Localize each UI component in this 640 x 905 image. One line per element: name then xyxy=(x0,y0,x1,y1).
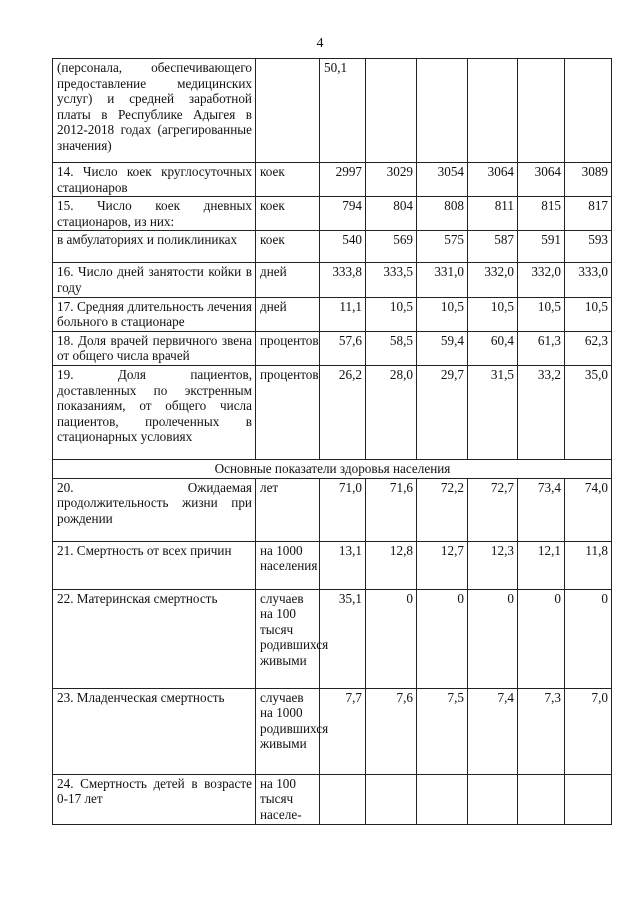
value-cell: 74,0 xyxy=(565,478,612,541)
value-cell: 808 xyxy=(417,197,468,231)
page-number: 4 xyxy=(316,36,324,51)
value-cell xyxy=(565,59,612,163)
value-cell xyxy=(417,774,468,824)
value-cell: 71,6 xyxy=(366,478,417,541)
value-cell xyxy=(320,774,366,824)
indicator-unit: коек xyxy=(256,163,320,197)
value-cell: 73,4 xyxy=(518,478,565,541)
value-cell: 62,3 xyxy=(565,331,612,365)
value-cell xyxy=(565,774,612,824)
value-cell: 3064 xyxy=(468,163,518,197)
table-row xyxy=(53,688,612,774)
value-cell xyxy=(518,774,565,824)
value-cell: 811 xyxy=(468,197,518,231)
table-row xyxy=(53,197,612,231)
indicator-name: 24. Смертность детей в возрасте 0-17 лет xyxy=(53,774,256,824)
table-row xyxy=(53,589,612,688)
value-cell xyxy=(417,59,468,163)
value-cell: 12,8 xyxy=(366,541,417,589)
indicator-unit xyxy=(256,59,320,163)
indicator-unit: дней xyxy=(256,297,320,331)
value-cell: 593 xyxy=(565,231,612,263)
section-title: Основные показатели здоровья населения xyxy=(53,459,612,478)
value-cell: 2997 xyxy=(320,163,366,197)
table-row xyxy=(53,263,612,297)
value-cell: 333,0 xyxy=(565,263,612,297)
value-cell: 7,6 xyxy=(366,688,417,774)
indicator-unit: случаев на 1000 родившихся живыми xyxy=(256,688,320,774)
indicator-name: 22. Материнская смертность xyxy=(53,589,256,688)
indicator-name: в амбулаториях и поликлиниках xyxy=(53,231,256,263)
value-cell: 3054 xyxy=(417,163,468,197)
value-cell: 61,3 xyxy=(518,331,565,365)
indicator-name: 15. Число коек дневных стационаров, из них: xyxy=(53,197,256,231)
indicator-unit: процентов xyxy=(256,331,320,365)
indicator-name: 17. Средняя длительность лечения больного в стационаре xyxy=(53,297,256,331)
indicator-name: 19. Доля пациентов, доставленных по экстренным показаниям, от общего числа пациентов, пролеченных в стационарных условиях xyxy=(53,365,256,459)
indicator-unit: лет xyxy=(256,478,320,541)
value-cell: 12,3 xyxy=(468,541,518,589)
value-cell xyxy=(518,59,565,163)
indicator-name: 14. Число коек круглосуточных стационаров xyxy=(53,163,256,197)
indicator-unit: процентов xyxy=(256,365,320,459)
indicator-name: 16. Число дней занятости койки в году xyxy=(53,263,256,297)
value-cell: 33,2 xyxy=(518,365,565,459)
value-cell: 35,0 xyxy=(565,365,612,459)
table-row xyxy=(53,163,612,197)
value-cell: 11,1 xyxy=(320,297,366,331)
value-cell: 3029 xyxy=(366,163,417,197)
value-cell: 72,7 xyxy=(468,478,518,541)
value-cell: 569 xyxy=(366,231,417,263)
value-cell: 31,5 xyxy=(468,365,518,459)
value-cell: 794 xyxy=(320,197,366,231)
value-cell: 29,7 xyxy=(417,365,468,459)
value-cell: 10,5 xyxy=(565,297,612,331)
indicator-unit: коек xyxy=(256,231,320,263)
value-cell: 28,0 xyxy=(366,365,417,459)
value-cell: 72,2 xyxy=(417,478,468,541)
value-cell: 815 xyxy=(518,197,565,231)
indicator-unit: случаев на 100 тысяч родившихся живыми xyxy=(256,589,320,688)
indicator-unit: дней xyxy=(256,263,320,297)
value-cell: 817 xyxy=(565,197,612,231)
value-cell: 60,4 xyxy=(468,331,518,365)
table-row xyxy=(53,231,612,263)
value-cell: 332,0 xyxy=(468,263,518,297)
value-cell: 540 xyxy=(320,231,366,263)
value-cell xyxy=(366,59,417,163)
value-cell: 7,5 xyxy=(417,688,468,774)
value-cell xyxy=(468,774,518,824)
value-cell: 59,4 xyxy=(417,331,468,365)
value-cell: 333,5 xyxy=(366,263,417,297)
table-row xyxy=(53,331,612,365)
table-row xyxy=(53,478,612,541)
value-cell: 0 xyxy=(518,589,565,688)
value-cell: 26,2 xyxy=(320,365,366,459)
value-cell: 12,1 xyxy=(518,541,565,589)
indicator-unit: на 100 тысяч населе- xyxy=(256,774,320,824)
section-row xyxy=(53,459,612,478)
value-cell: 7,7 xyxy=(320,688,366,774)
table-row xyxy=(53,774,612,824)
value-cell: 332,0 xyxy=(518,263,565,297)
value-cell: 587 xyxy=(468,231,518,263)
value-cell: 804 xyxy=(366,197,417,231)
indicator-name: (персонала, обеспечивающего предоставление медицинских услуг) и средней заработной платы в Республике Адыгея в 2012-2018 годах (агрегированные значения) xyxy=(53,59,256,163)
value-cell: 10,5 xyxy=(468,297,518,331)
value-cell: 13,1 xyxy=(320,541,366,589)
value-cell: 10,5 xyxy=(417,297,468,331)
value-cell: 7,3 xyxy=(518,688,565,774)
value-cell: 0 xyxy=(366,589,417,688)
value-cell: 71,0 xyxy=(320,478,366,541)
value-cell: 0 xyxy=(565,589,612,688)
value-cell xyxy=(468,59,518,163)
value-cell: 7,4 xyxy=(468,688,518,774)
indicator-unit: на 1000 населения xyxy=(256,541,320,589)
table-row xyxy=(53,59,612,163)
table-row xyxy=(53,297,612,331)
value-cell: 333,8 xyxy=(320,263,366,297)
indicators-table xyxy=(52,58,612,825)
value-cell: 12,7 xyxy=(417,541,468,589)
value-cell: 0 xyxy=(417,589,468,688)
value-cell: 57,6 xyxy=(320,331,366,365)
value-cell: 575 xyxy=(417,231,468,263)
table-row xyxy=(53,365,612,459)
table-row xyxy=(53,541,612,589)
value-cell: 7,0 xyxy=(565,688,612,774)
value-cell: 3089 xyxy=(565,163,612,197)
value-cell: 591 xyxy=(518,231,565,263)
value-cell: 10,5 xyxy=(366,297,417,331)
value-cell: 0 xyxy=(468,589,518,688)
value-cell: 50,1 xyxy=(320,59,366,163)
indicator-name: 20. Ожидаемая продолжительность жизни при рождении xyxy=(53,478,256,541)
indicator-name: 18. Доля врачей первичного звена от общего числа врачей xyxy=(53,331,256,365)
value-cell: 35,1 xyxy=(320,589,366,688)
value-cell xyxy=(366,774,417,824)
indicator-name: 21. Смертность от всех причин xyxy=(53,541,256,589)
value-cell: 10,5 xyxy=(518,297,565,331)
indicator-name: 23. Младенческая смертность xyxy=(53,688,256,774)
value-cell: 331,0 xyxy=(417,263,468,297)
value-cell: 58,5 xyxy=(366,331,417,365)
value-cell: 3064 xyxy=(518,163,565,197)
indicator-unit: коек xyxy=(256,197,320,231)
value-cell: 11,8 xyxy=(565,541,612,589)
